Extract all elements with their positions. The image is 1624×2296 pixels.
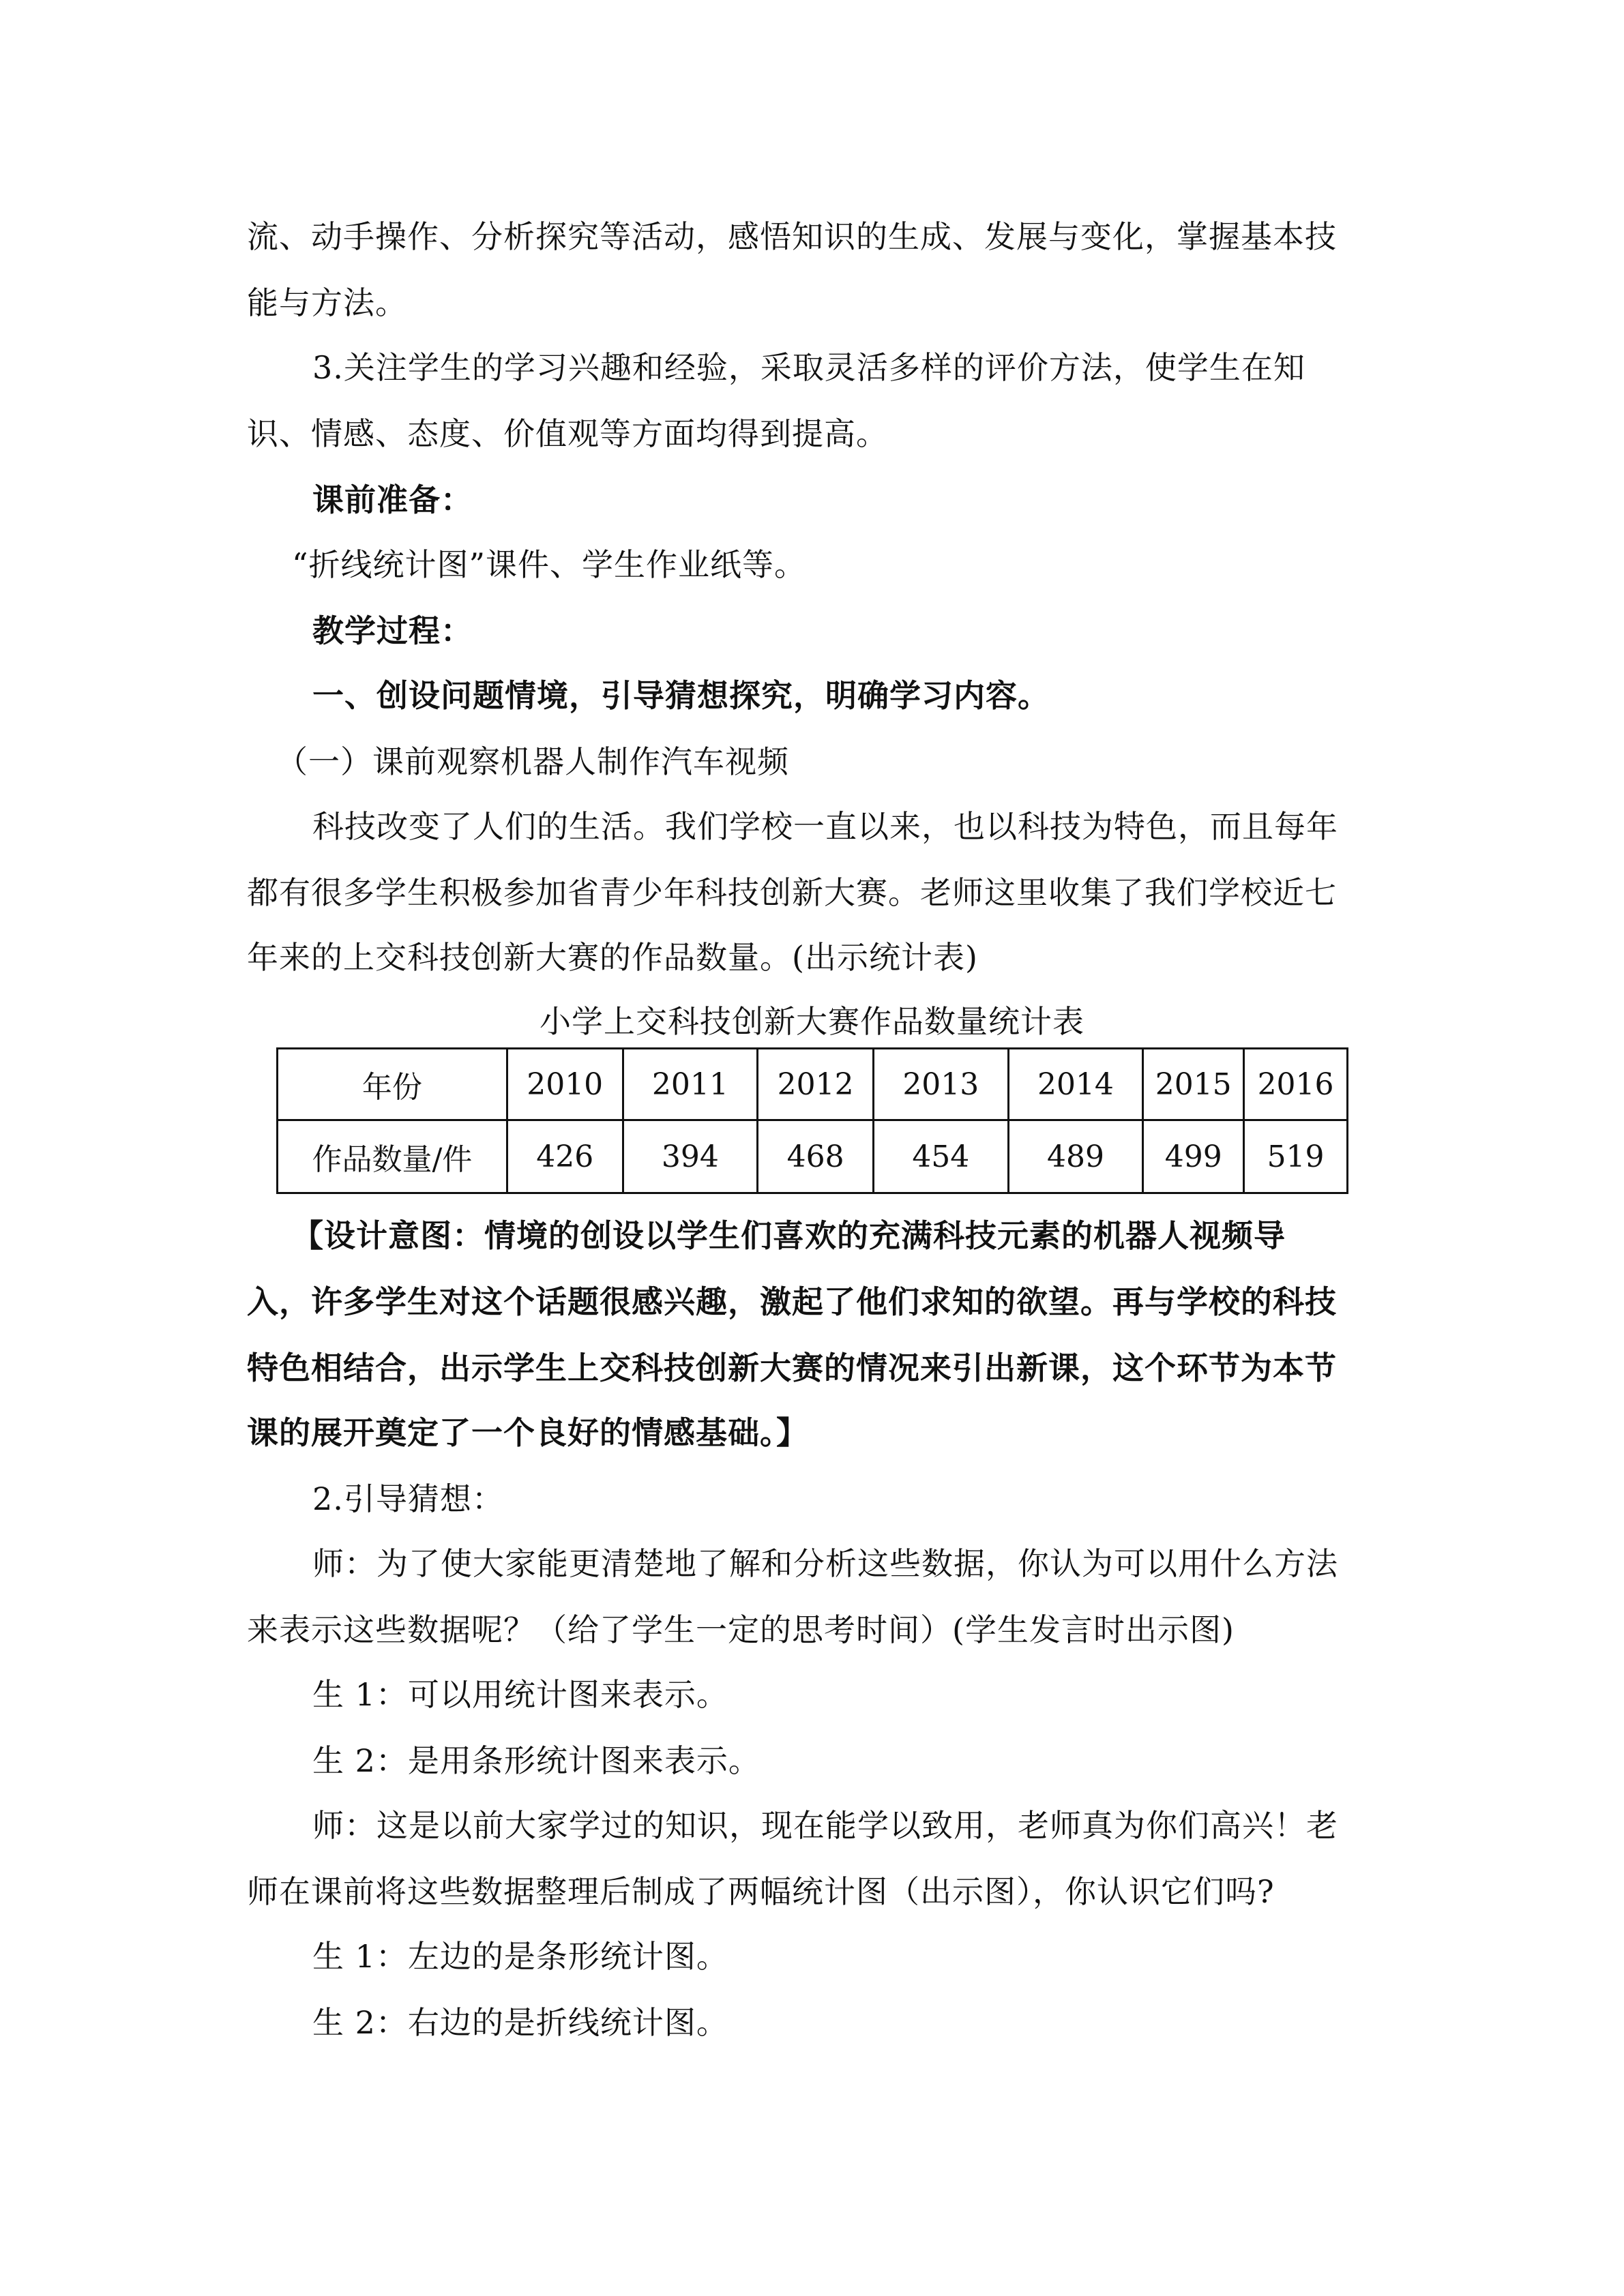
table-row-years (278, 1049, 1348, 1120)
table-row-counts (278, 1120, 1348, 1193)
paragraph-2-line-1: 3.关注学生的学习兴趣和经验，采取灵活多样的评价方法，使学生在知 (312, 349, 1305, 386)
prep-text: “折线统计图”课件、学生作业纸等。 (292, 546, 807, 583)
year-cell: 2013 (873, 1049, 1008, 1120)
design-intent-line-4: 课的展开奠定了一个良好的情感基础。】 (247, 1414, 808, 1451)
count-cell: 454 (873, 1120, 1008, 1193)
year-cell: 2010 (507, 1049, 623, 1120)
design-intent-line-2: 入，许多学生对这个话题很感兴趣，激起了他们求知的欲望。再与学校的科技 (247, 1283, 1337, 1320)
statistics-table (276, 1047, 1348, 1194)
paragraph-1-line-1: 流、动手操作、分析探究等活动，感悟知识的生成、发展与变化，掌握基本技 (247, 218, 1337, 255)
year-cell: 2011 (623, 1049, 758, 1120)
design-intent-line-3: 特色相结合，出示学生上交科技创新大赛的情况来引出新课，这个环节为本节 (247, 1350, 1337, 1386)
paragraph-3-line-2: 都有很多学生积极参加省青少年科技创新大赛。老师这里收集了我们学校近七 (247, 874, 1337, 911)
count-cell: 489 (1008, 1120, 1143, 1193)
paragraph-3-line-1: 科技改变了人们的生活。我们学校一直以来，也以科技为特色，而且每年 (312, 808, 1338, 845)
student-line-1: 生 1：可以用统计图来表示。 (312, 1676, 728, 1713)
year-cell: 2012 (758, 1049, 874, 1120)
teacher-line-2a: 师：这是以前大家学过的知识，现在能学以致用，老师真为你们高兴！老 (312, 1807, 1338, 1844)
paragraph-3-line-3: 年来的上交科技创新大赛的作品数量。(出示统计表) (247, 939, 978, 976)
sub-heading-1: （一）课前观察机器人制作汽车视频 (276, 743, 789, 780)
table-caption: 小学上交科技创新大赛作品数量统计表 (540, 1003, 1084, 1040)
student-line-4: 生 2：右边的是折线统计图。 (312, 2004, 728, 2041)
count-cell: 426 (507, 1120, 623, 1193)
process-heading: 教学过程： (312, 612, 473, 649)
count-cell: 519 (1244, 1120, 1348, 1193)
teacher-line-2b: 师在课前将这些数据整理后制成了两幅统计图（出示图），你认识它们吗? (247, 1873, 1275, 1910)
design-intent-line-1: 【设计意图：情境的创设以学生们喜欢的充满科技元素的机器人视频导 (292, 1217, 1286, 1254)
student-line-2: 生 2：是用条形统计图来表示。 (312, 1742, 761, 1779)
teacher-line-1a: 师：为了使大家能更清楚地了解和分析这些数据，你认为可以用什么方法 (312, 1545, 1338, 1582)
paragraph-2-line-2: 识、情感、态度、价值观等方面均得到提高。 (247, 415, 888, 452)
teacher-line-1b: 来表示这些数据呢？（给了学生一定的思考时间）(学生发言时出示图) (247, 1611, 1235, 1648)
student-line-3: 生 1：左边的是条形统计图。 (312, 1938, 728, 1975)
year-cell: 2015 (1143, 1049, 1244, 1120)
count-cell: 468 (758, 1120, 874, 1193)
section-1-heading: 一、创设问题情境，引导猜想探究，明确学习内容。 (312, 677, 1050, 714)
count-cell: 499 (1143, 1120, 1244, 1193)
row-header-year: 年份 (278, 1049, 507, 1120)
paragraph-1-line-2: 能与方法。 (247, 284, 407, 321)
year-cell: 2016 (1244, 1049, 1348, 1120)
year-cell: 2014 (1008, 1049, 1143, 1120)
row-header-count: 作品数量/件 (278, 1120, 507, 1193)
guess-heading: 2.引导猜想： (312, 1480, 504, 1517)
prep-heading: 课前准备： (312, 481, 473, 518)
count-cell: 394 (623, 1120, 758, 1193)
